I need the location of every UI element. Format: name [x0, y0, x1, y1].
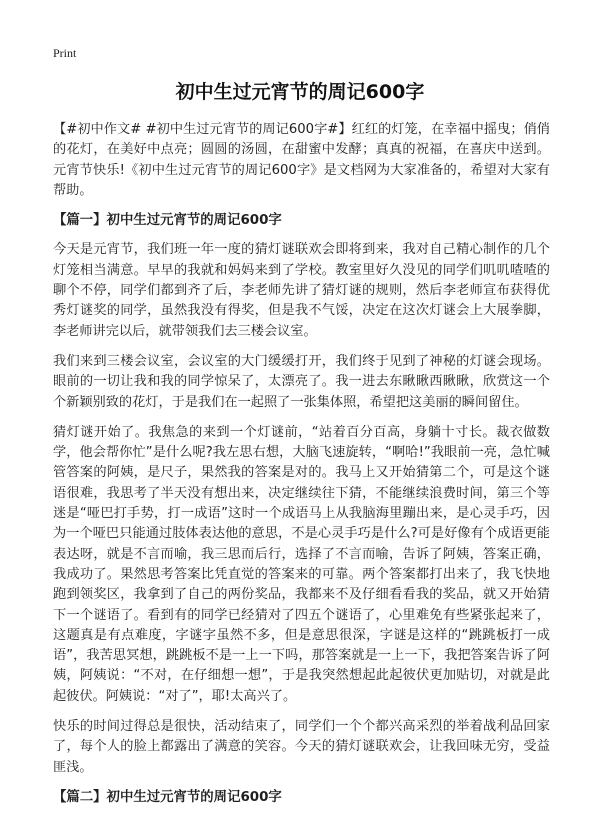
article-body	[53, 120, 550, 817]
section-heading-1: 【篇一】初中生过元宵节的周记600字	[53, 213, 282, 229]
page-title: 初中生过元宵节的周记600字	[175, 81, 425, 103]
section-heading-2: 【篇二】初中生过元宵节的周记600字	[53, 789, 282, 805]
section-1-paragraph: 今天是元宵节，我们班一年一度的猜灯谜联欢会即将到来，我对自己精心制作的几个灯笼相当满意。早早的我就和妈妈来到了学校。教室里好久没见的同学们叽叽喳喳的聊个不停，同学们都到齐了后，李老师先讲了猜灯谜的规则，然后李老师宣布获得优秀灯谜奖的同学，虽然我没有得奖，但是我不气馁，决定在这次灯谜会上大展拳脚，李老师讲完以后，就带领我们去三楼会议室。	[53, 242, 550, 339]
print-label: Print	[53, 46, 77, 60]
section-1-paragraph: 快乐的时间过得总是很快，活动结束了，同学们一个个都兴高采烈的举着战利品回家了，每个人的脸上都露出了满意的笑容。今天的猜灯谜联欢会，让我回味无穷，受益匪浅。	[53, 719, 550, 775]
section-1-paragraph: 我们来到三楼会议室，会议室的大门缓缓打开，我们终于见到了神秘的灯谜会现场。眼前的一切让我和我的同学惊呆了，太漂亮了。我一进去东瞅瞅西瞅瞅，欣赏这一个个新颖别致的花灯，于是我们在一起照了一张集体照，希望把这美丽的瞬间留住。	[53, 353, 550, 410]
intro-paragraph: 【#初中作文# #初中生过元宵节的周记600字#】红红的灯笼，在幸福中摇曳；俏俏的花灯，在美好中点亮；圆圆的汤圆，在甜蜜中发酵；真真的祝福，在喜庆中送到。元宵节快乐!《初中生过元宵节的周记600字》是文档网为大家准备的，希望对大家有帮助。	[53, 122, 550, 198]
section-1-paragraph: 猜灯谜开始了。我焦急的来到一个灯谜前，“站着百分百高，身躺十寸长。裁衣做数学，他会帮你忙”是什么呢?我左思右想，大脑飞速旋转，“啊哈!”我眼前一亮，急忙喊管答案的阿姨，是尺子，果然我的答案是对的。我马上又开始猜第二个，可是这个谜语很难，我思考了半天没有想出来，决定继续往下猜，不能继续浪费时间，第三个等迷是“哑巴打手势，打一成语”这时一个成语马上从我脑海里蹦出来，是心灵手巧，因为一个哑巴只能通过肢体表达他的意思，不是心灵手巧是什么?可是好像有个成语更能表达呀，就是不言而喻，我三思而后行，选择了不言而喻，告诉了阿姨，答案正确，我成功了。果然思考答案比凭直觉的答案来的可靠。两个答案都打出来了，我飞快地跑到领奖区，我拿到了自己的两份奖品，我都来不及仔细看看我的奖品，就又开始猜下一个谜语了。看到有的同学已经猜对了四五个谜语了，心里难免有些紧张起来了，这题真是有点难度，字谜字虽然不多，但是意思很深，字谜是这样的“跳跳板打一成语”，我苦思冥想，跳跳板不是一上一下吗，那答案就是一上一下，我把答案告诉了阿姨，阿姨说：“不对，在仔细想一想”，于是我突然想起此起彼伏更加贴切，对就是此起彼伏。阿姨说：“对了”，耶!太高兴了。	[53, 424, 550, 704]
